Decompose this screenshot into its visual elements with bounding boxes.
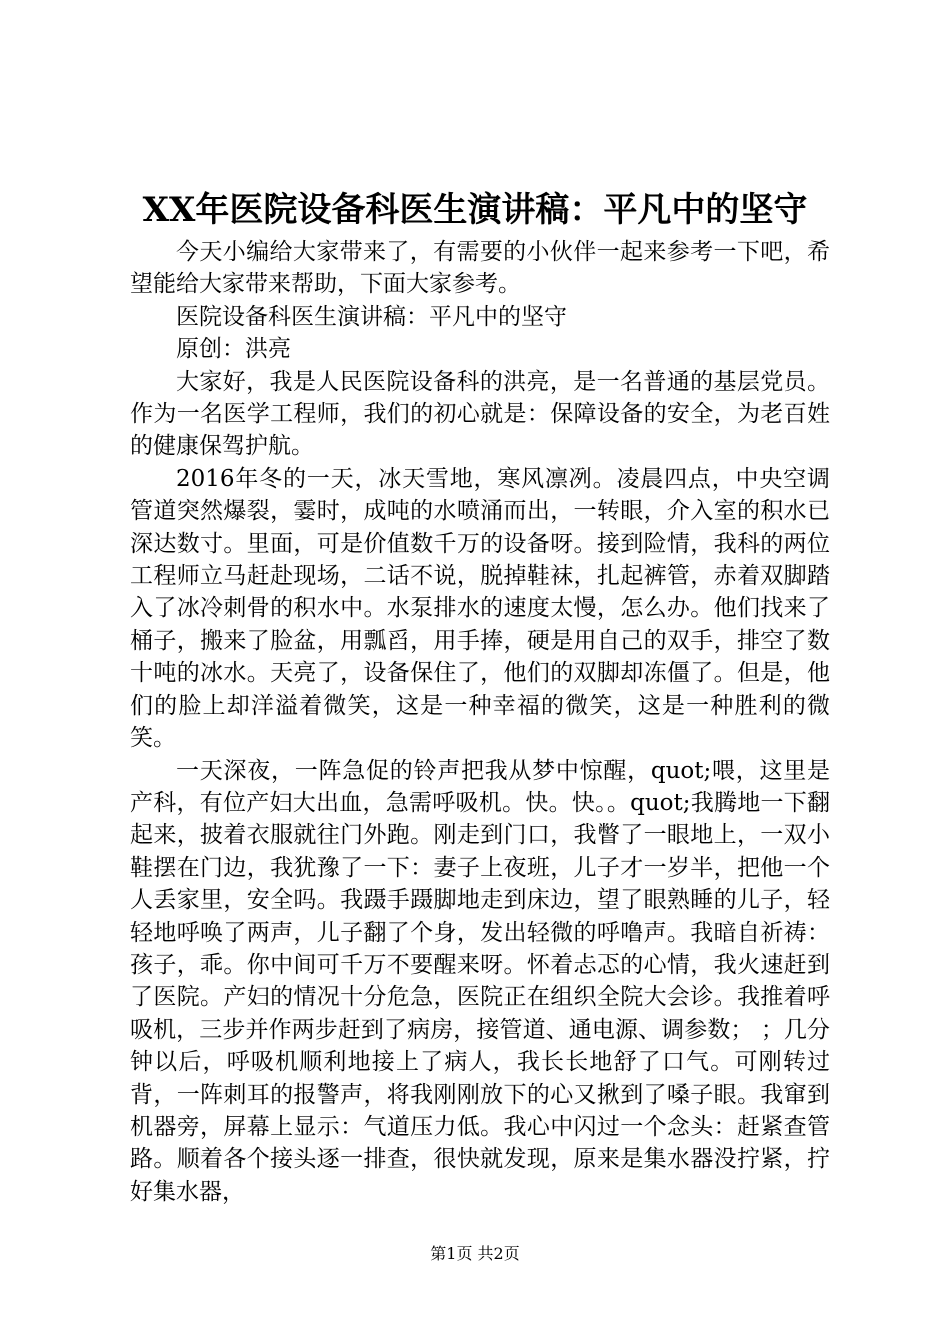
paragraph-intro: 今天小编给大家带来了，有需要的小伙伴一起来参考一下吧，希望能给大家带来帮助，下面大家参考。 xyxy=(130,239,830,298)
document-body xyxy=(130,236,830,1208)
paragraph-story-winter: 2016年冬的一天，冰天雪地，寒风凛冽。凌晨四点，中央空调管道突然爆裂，霎时，成吨的水喷涌而出，一转眼，介入室的积水已深达数寸。里面，可是价值数千万的设备呀。接到险情，我科的两位工程师立马赶赴现场，二话不说，脱掉鞋袜，扎起裤管，赤着双脚踏入了冰冷刺骨的积水中。水泵排水的速度太慢，怎么办。他们找来了桶子，搬来了脸盆，用瓢舀，用手捧，硬是用自己的双手，排空了数十吨的冰水。天亮了，设备保住了，他们的双脚却冻僵了。但是，他们的脸上却洋溢着微笑，这是一种幸福的微笑，这是一种胜利的微笑。 xyxy=(130,465,830,752)
paragraph-story-night: 一天深夜，一阵急促的铃声把我从梦中惊醒，quot;喂，这里是产科，有位产妇大出血，急需呼吸机。快。快。。quot;我腾地一下翻起来，披着衣服就往门外跑。刚走到门口，我瞥了一眼地上，一双小鞋摆在门边，我犹豫了一下：妻子上夜班，儿子才一岁半，把他一个人丢家里，安全吗。我蹑手蹑脚地走到床边，望了眼熟睡的儿子，轻轻地呼唤了两声，儿子翻了个身，发出轻微的呼噜声。我暗自祈祷：孩子，乖。你中间可千万不要醒来呀。怀着忐忑的心情，我火速赶到了医院。产妇的情况十分危急，医院正在组织全院大会诊。我推着呼吸机，三步并作两步赶到了病房，接管道、通电源、调参数； ；几分钟以后，呼吸机顺利地接上了病人，我长长地舒了口气。可刚转过背，一阵刺耳的报警声，将我刚刚放下的心又揪到了嗓子眼。我窜到机器旁，屏幕上显示：气道压力低。我心中闪过一个念头：赶紧查管路。顺着各个接头逐一排查，很快就发现，原来是集水器没拧紧，拧好集水器， xyxy=(130,757,830,1205)
paragraph-author: 原创：洪亮 xyxy=(176,336,291,363)
paragraph-greeting: 大家好，我是人民医院设备科的洪亮，是一名普通的基层党员。作为一名医学工程师，我们的初心就是：保障设备的安全，为老百姓的健康保驾护航。 xyxy=(130,368,830,460)
page-footer: 第1页 共2页 xyxy=(430,1244,520,1263)
paragraph-subtitle: 医院设备科医生演讲稿：平凡中的坚守 xyxy=(176,303,567,330)
document-title: XX年医院设备科医生演讲稿：平凡中的坚守 xyxy=(142,190,808,230)
